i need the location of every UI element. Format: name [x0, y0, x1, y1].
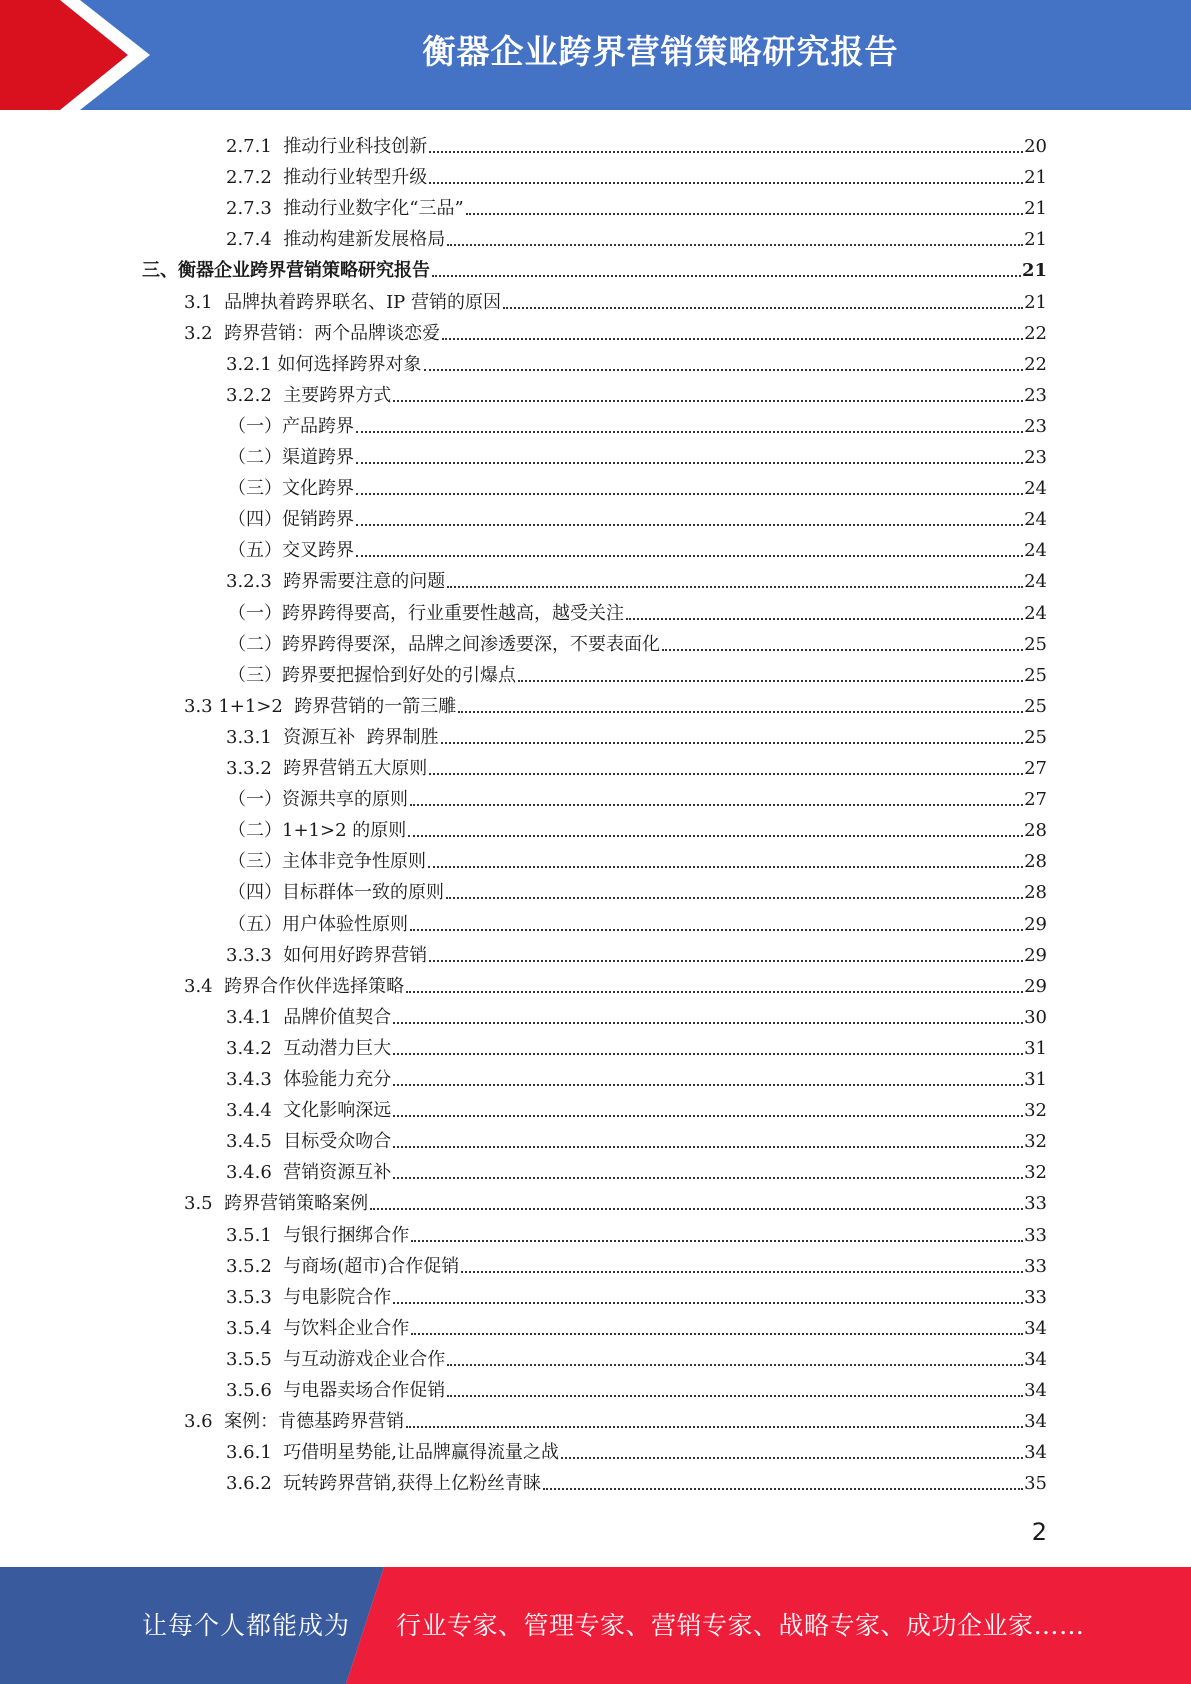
toc-entry-page: 34	[1024, 1348, 1047, 1370]
toc-dot-leader	[442, 338, 1023, 340]
toc-entry[interactable]	[228, 532, 1047, 563]
toc-entry[interactable]	[226, 1092, 1047, 1123]
page-number: 2	[1031, 1518, 1047, 1546]
toc-entry[interactable]	[226, 1217, 1047, 1248]
toc-entry-page: 32	[1024, 1131, 1047, 1153]
toc-dot-leader	[461, 1271, 1023, 1273]
toc-entry[interactable]	[226, 221, 1047, 252]
toc-entry[interactable]	[184, 1403, 1047, 1434]
toc-dot-leader	[503, 307, 1023, 309]
toc-entry-title: 3.3.3 如何用好跨界营销	[226, 944, 428, 966]
toc-dot-leader	[626, 618, 1023, 620]
toc-entry-title: 3.6 案例：肯德基跨界营销	[184, 1411, 405, 1433]
toc-dot-leader	[561, 1457, 1023, 1459]
toc-entry-page: 29	[1024, 944, 1047, 966]
toc-entry-page: 33	[1024, 1193, 1047, 1215]
toc-entry-title: 2.7.2 推动行业转型升级	[226, 167, 428, 189]
toc-entry-title: 3.6.1 巧借明星势能,让品牌赢得流量之战	[226, 1442, 559, 1464]
toc-entry-page: 29	[1024, 975, 1047, 997]
toc-dot-leader	[458, 711, 1023, 713]
toc-entry-title: （五）用户体验性原则	[228, 913, 408, 935]
toc-entry-page: 23	[1024, 384, 1047, 406]
toc-entry-page: 25	[1024, 695, 1047, 717]
toc-entry-page: 21	[1024, 167, 1047, 189]
toc-entry[interactable]	[226, 346, 1047, 377]
footer-slogan-left: 让每个人都能成为	[142, 1611, 351, 1640]
toc-entry-page: 34	[1024, 1442, 1047, 1464]
toc-dot-leader	[356, 462, 1023, 464]
toc-entry[interactable]	[228, 408, 1047, 439]
toc-entry-title: 3.4.2 互动潜力巨大	[226, 1037, 392, 1059]
toc-dot-leader	[406, 1426, 1023, 1428]
toc-entry[interactable]	[184, 968, 1047, 999]
toc-entry-page: 35	[1024, 1473, 1047, 1495]
toc-entry[interactable]	[228, 781, 1047, 812]
toc-entry[interactable]	[226, 719, 1047, 750]
toc-entry-page: 31	[1024, 1069, 1047, 1090]
toc-entry-title: 2.7.1 推动行业科技创新	[226, 136, 428, 157]
toc-entry-title: （三）文化跨界	[228, 478, 354, 500]
toc-entry-title: （二）1+1>2 的原则	[228, 820, 407, 842]
toc-entry[interactable]	[228, 874, 1047, 905]
toc-dot-leader	[393, 400, 1023, 402]
toc-entry[interactable]	[228, 501, 1047, 532]
toc-entry-title: 三、衡器企业跨界营销策略研究报告	[142, 260, 430, 282]
toc-entry-page: 25	[1024, 633, 1047, 655]
toc-dot-leader	[429, 151, 1023, 153]
toc-entry-title: （二）渠道跨界	[228, 447, 354, 468]
toc-dot-leader	[447, 244, 1023, 246]
toc-entry-page: 28	[1024, 882, 1047, 904]
toc-entry-title: 3.4.5 目标受众吻合	[226, 1131, 392, 1153]
toc-entry-page: 32	[1024, 1162, 1047, 1184]
toc-entry-title: 3.1 品牌执着跨界联名、IP 营销的原因	[184, 291, 502, 313]
toc-entry-title: 3.5.1 与银行捆绑合作	[226, 1224, 410, 1246]
toc-entry-page: 25	[1024, 726, 1047, 748]
toc-entry-page: 32	[1024, 1100, 1047, 1122]
toc-entry-title: （四）目标群体一致的原则	[228, 882, 444, 904]
toc-entry[interactable]	[184, 284, 1047, 315]
toc-entry[interactable]	[228, 626, 1047, 657]
toc-dot-leader	[393, 1302, 1023, 1304]
toc-entry-title: 3.2 跨界营销：两个品牌谈恋爱	[184, 322, 441, 344]
toc-dot-leader	[429, 773, 1023, 775]
toc-entry-page: 30	[1024, 1006, 1047, 1028]
toc-entry[interactable]	[226, 563, 1047, 594]
toc-dot-leader	[406, 991, 1023, 993]
toc-entry[interactable]	[226, 1279, 1047, 1310]
toc-entry[interactable]	[228, 470, 1047, 501]
toc-entry-page: 24	[1024, 540, 1047, 562]
toc-entry-title: 3.4.4 文化影响深远	[226, 1100, 392, 1122]
toc-entry-page: 22	[1024, 322, 1047, 344]
toc-entry-page: 33	[1024, 1224, 1047, 1246]
toc-dot-leader	[370, 1208, 1023, 1210]
toc-entry[interactable]	[226, 1123, 1047, 1154]
toc-entry[interactable]	[226, 999, 1047, 1030]
toc-entry-title: （五）交叉跨界	[228, 540, 354, 562]
toc-dot-leader	[393, 1022, 1023, 1024]
toc-dot-leader	[662, 649, 1023, 651]
toc-entry[interactable]	[228, 439, 1047, 470]
toc-dot-leader	[429, 960, 1023, 962]
toc-entry-title: （四）促销跨界	[228, 509, 354, 531]
toc-dot-leader	[408, 835, 1023, 837]
toc-entry-title: 3.6.2 玩转跨界营销,获得上亿粉丝青睐	[226, 1473, 541, 1495]
toc-entry-page: 24	[1024, 509, 1047, 531]
toc-dot-leader	[466, 213, 1023, 215]
toc-entry-title: 3.3 1+1>2 跨界营销的一箭三雕	[184, 695, 457, 717]
toc-dot-leader	[393, 1177, 1023, 1179]
toc-entry-page: 22	[1024, 353, 1047, 375]
toc-entry[interactable]	[226, 159, 1047, 190]
toc-entry[interactable]	[228, 812, 1047, 843]
toc-entry[interactable]	[226, 1310, 1047, 1341]
toc-entry-page: 20	[1024, 136, 1047, 157]
toc-entry-title: 3.5.2 与商场(超市)合作促销	[226, 1255, 460, 1277]
toc-dot-leader	[518, 680, 1023, 682]
toc-entry[interactable]	[226, 1465, 1047, 1496]
toc-entry[interactable]	[226, 750, 1047, 781]
toc-dot-leader	[424, 369, 1024, 371]
toc-entry[interactable]	[228, 906, 1047, 937]
toc-entry-page: 34	[1024, 1411, 1047, 1433]
toc-entry[interactable]	[184, 1185, 1047, 1216]
toc-entry-page: 28	[1024, 820, 1047, 842]
toc-entry-page: 33	[1024, 1255, 1047, 1277]
toc-dot-leader	[393, 1146, 1023, 1148]
toc-dot-leader	[393, 1115, 1023, 1117]
toc-entry[interactable]	[226, 377, 1047, 408]
toc-dot-leader	[428, 866, 1023, 868]
toc-entry-title: （一）产品跨界	[228, 415, 354, 437]
toc-entry[interactable]	[226, 1061, 1047, 1092]
toc-entry-title: 2.7.3 推动行业数字化“三品”	[226, 198, 464, 220]
toc-entry[interactable]	[226, 128, 1047, 159]
toc-entry-page: 21	[1024, 229, 1047, 251]
toc-dot-leader	[411, 1240, 1023, 1242]
toc-entry-title: 2.7.4 推动构建新发展格局	[226, 229, 446, 251]
toc-entry[interactable]	[226, 1341, 1047, 1372]
toc-dot-leader	[447, 586, 1023, 588]
toc-dot-leader	[356, 431, 1023, 433]
toc-entry-title: （一）资源共享的原则	[228, 789, 408, 811]
toc-entry-title: 3.5.4 与饮料企业合作	[226, 1317, 410, 1339]
toc-entry-page: 21	[1024, 291, 1047, 313]
toc-dot-leader	[446, 897, 1023, 899]
toc-entry[interactable]	[226, 190, 1047, 221]
toc-entry-title: 3.5 跨界营销策略案例	[184, 1193, 369, 1215]
toc-entry-title: 3.4 跨界合作伙伴选择策略	[184, 975, 405, 997]
toc-entry-title: 3.5.6 与电器卖场合作促销	[226, 1380, 446, 1401]
toc-entry[interactable]	[226, 1434, 1047, 1465]
toc-entry-page: 27	[1024, 789, 1047, 811]
toc-entry[interactable]	[226, 1154, 1047, 1185]
toc-dot-leader	[410, 929, 1023, 931]
toc-entry-page: 28	[1024, 851, 1047, 873]
toc-entry-title: 3.2.2 主要跨界方式	[226, 384, 392, 406]
toc-entry[interactable]	[184, 315, 1047, 346]
toc-entry-page: 27	[1024, 758, 1047, 779]
toc-dot-leader	[432, 275, 1021, 277]
toc-entry[interactable]	[142, 252, 1047, 283]
footer-banner	[0, 1567, 1191, 1684]
toc-entry-page: 33	[1024, 1286, 1047, 1308]
document-title: 衡器企业跨界营销策略研究报告	[422, 32, 899, 71]
toc-entry[interactable]	[226, 937, 1047, 968]
toc-dot-leader	[441, 742, 1023, 744]
toc-entry-title: （三）主体非竞争性原则	[228, 851, 426, 873]
toc-entry-page: 24	[1024, 571, 1047, 593]
toc-entry-title: （二）跨界跨得要深，品牌之间渗透要深，不要表面化	[228, 633, 660, 655]
toc-dot-leader	[447, 1364, 1023, 1366]
toc-entry-title: 3.2.1 如何选择跨界对象	[226, 353, 422, 375]
toc-entry-title: 3.5.3 与电影院合作	[226, 1286, 392, 1308]
toc-entry-title: 3.4.6 营销资源互补	[226, 1162, 392, 1184]
toc-entry-page: 31	[1024, 1037, 1047, 1059]
toc-dot-leader	[429, 182, 1023, 184]
toc-entry-title: （三）跨界要把握恰到好处的引爆点	[228, 664, 516, 686]
toc-entry-title: 3.3.2 跨界营销五大原则	[226, 758, 428, 779]
toc-entry-page: 21	[1024, 198, 1047, 220]
toc-entry-page: 24	[1024, 602, 1047, 624]
toc-entry-title: 3.2.3 跨界需要注意的问题	[226, 571, 446, 593]
toc-entry[interactable]	[228, 657, 1047, 688]
toc-entry-page: 23	[1024, 415, 1047, 437]
header-banner	[0, 0, 1191, 110]
toc-entry[interactable]	[184, 688, 1047, 719]
toc-dot-leader	[393, 1084, 1023, 1086]
toc-entry[interactable]	[226, 1372, 1047, 1403]
toc-dot-leader	[356, 555, 1023, 557]
toc-dot-leader	[410, 804, 1023, 806]
toc-entry-page: 34	[1024, 1380, 1047, 1401]
toc-entry-title: 3.5.5 与互动游戏企业合作	[226, 1348, 446, 1370]
toc-dot-leader	[411, 1333, 1023, 1335]
toc-entry-page: 34	[1024, 1317, 1047, 1339]
toc-dot-leader	[356, 524, 1023, 526]
toc-entry[interactable]	[226, 1030, 1047, 1061]
toc-entry[interactable]	[228, 595, 1047, 626]
toc-dot-leader	[447, 1395, 1023, 1397]
toc-dot-leader	[356, 493, 1023, 495]
footer-slogan-right: 行业专家、管理专家、营销专家、战略专家、成功企业家……	[396, 1611, 1085, 1640]
toc-entry[interactable]	[228, 843, 1047, 874]
toc-entry-title: 3.3.1 资源互补 跨界制胜	[226, 726, 439, 748]
toc-entry-page: 21	[1021, 260, 1047, 282]
toc-entry-page: 25	[1024, 664, 1047, 686]
toc-entry[interactable]	[226, 1248, 1047, 1279]
toc-dot-leader	[393, 1053, 1023, 1055]
toc-entry-title: （一）跨界跨得要高，行业重要性越高，越受关注	[228, 602, 624, 624]
toc-entry-page: 24	[1024, 478, 1047, 500]
toc-entry-page: 29	[1024, 913, 1047, 935]
toc-entry-title: 3.4.1 品牌价值契合	[226, 1006, 392, 1028]
toc-dot-leader	[543, 1488, 1023, 1490]
toc-entry-title: 3.4.3 体验能力充分	[226, 1069, 392, 1090]
toc-entry-page: 23	[1024, 447, 1047, 468]
